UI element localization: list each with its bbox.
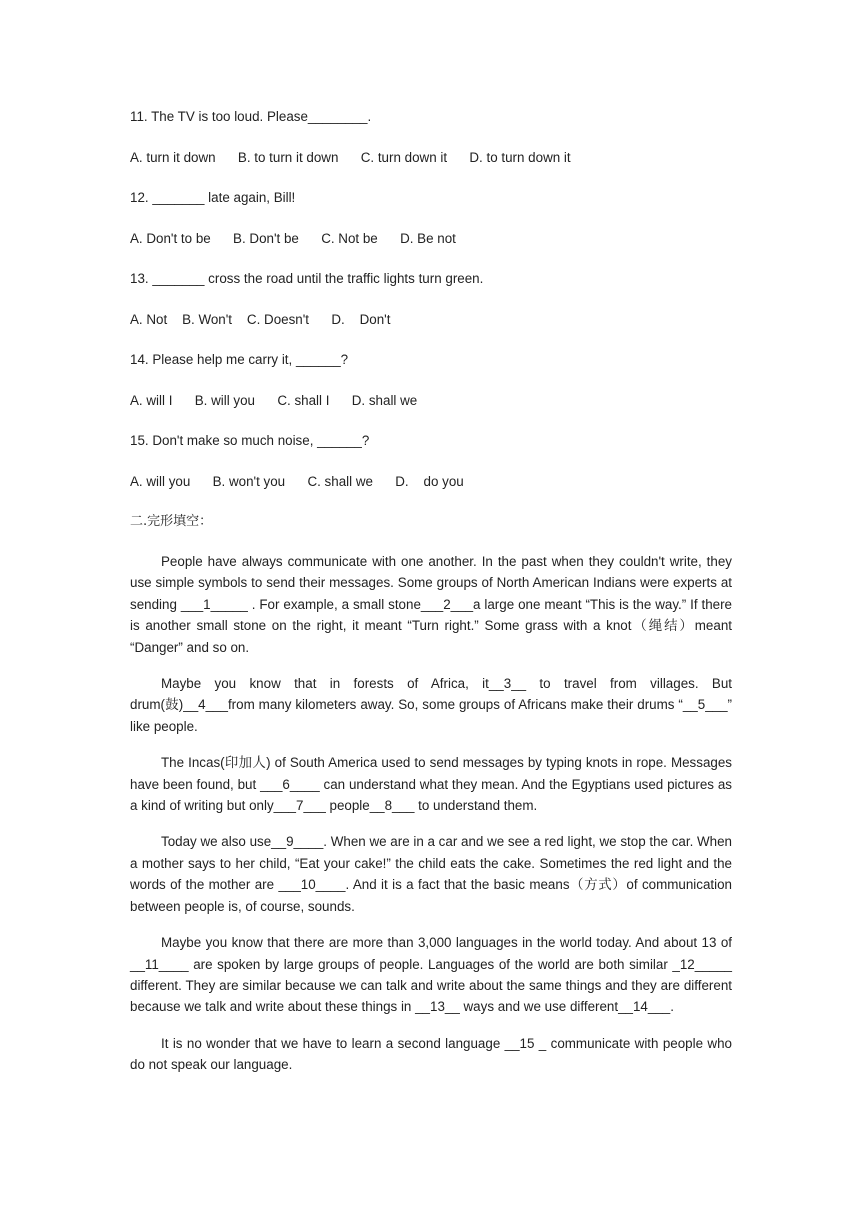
cloze-paragraph-1: People have always communicate with one another. In the past when they couldn't write, they use simple symbols to send their messages. Some groups of North American Indians were experts at sending ___1_____ . For example, a small stone___2___a large one meant “This is the way.” If there is another small stone on the right, it meant “Turn right.” Some grass with a knot（绳结）meant “Danger” and so on. — [130, 554, 732, 655]
cloze-paragraph-4: Today we also use__9____. When we are in a car and we see a red light, we stop the car. When a mother says to her child, “Eat your cake!” the child eats the cake. Sometimes the red light and the words of the mother are ___10____. And it is a fact that the basic means（方式）of communication between people is, of course, sounds. — [130, 834, 732, 914]
question-stem: 11. The TV is too loud. Please________. — [130, 109, 372, 124]
question-14 — [130, 351, 732, 392]
question-stem: 15. Don't make so much noise, ______? — [130, 433, 370, 448]
question-12-options — [130, 230, 732, 271]
question-12 — [130, 189, 732, 230]
document-page — [130, 108, 732, 1091]
cloze-paragraph-6: It is no wonder that we have to learn a second language __15 _ communicate with people who do not speak our language. — [130, 1035, 732, 1073]
cloze-paragraph-2: Maybe you know that in forests of Africa, it__3__ to travel from villages. But drum(鼓)__4___from many kilometers away. So, some groups of Africans make their drums “__5___” like people. — [130, 676, 732, 734]
question-13-options — [130, 311, 732, 352]
question-options: A. will you B. won't you C. shall we D. do you — [130, 473, 464, 489]
cloze-paragraph-5: Maybe you know that there are more than 3,000 languages in the world today. And about 13 of __11____ are spoken by large groups of people. Languages of the world are both similar _12_____ different. They are similar because we can talk and write about the same things and they are different because we talk and write about these things in __13__ ways and we use different__14___. — [130, 935, 732, 1015]
question-13 — [130, 270, 732, 311]
question-11 — [130, 108, 732, 149]
question-options: A. Don't to be B. Don't be C. Not be D. Be not — [130, 230, 456, 246]
question-stem: 12. _______ late again, Bill! — [130, 190, 296, 205]
question-options: A. Not B. Won't C. Doesn't D. Don't — [130, 311, 391, 327]
question-15 — [130, 432, 732, 473]
question-options: A. turn it down B. to turn it down C. turn down it D. to turn down it — [130, 149, 571, 165]
cloze-paragraph-3: The Incas(印加人) of South America used to send messages by typing knots in rope. Messages have been found, but ___6____ can understand what they mean. And the Egyptians used pictures as a kind of writing but only___7___ people__8___ to understand them. — [130, 755, 732, 814]
question-14-options — [130, 392, 732, 433]
section-title: 二.完形填空： — [130, 514, 213, 529]
question-15-options — [130, 473, 732, 514]
question-options: A. will I B. will you C. shall I D. shall we — [130, 392, 418, 408]
question-stem: 14. Please help me carry it, ______? — [130, 352, 349, 367]
question-stem: 13. _______ cross the road until the traffic lights turn green. — [130, 271, 484, 286]
question-11-options — [130, 149, 732, 190]
